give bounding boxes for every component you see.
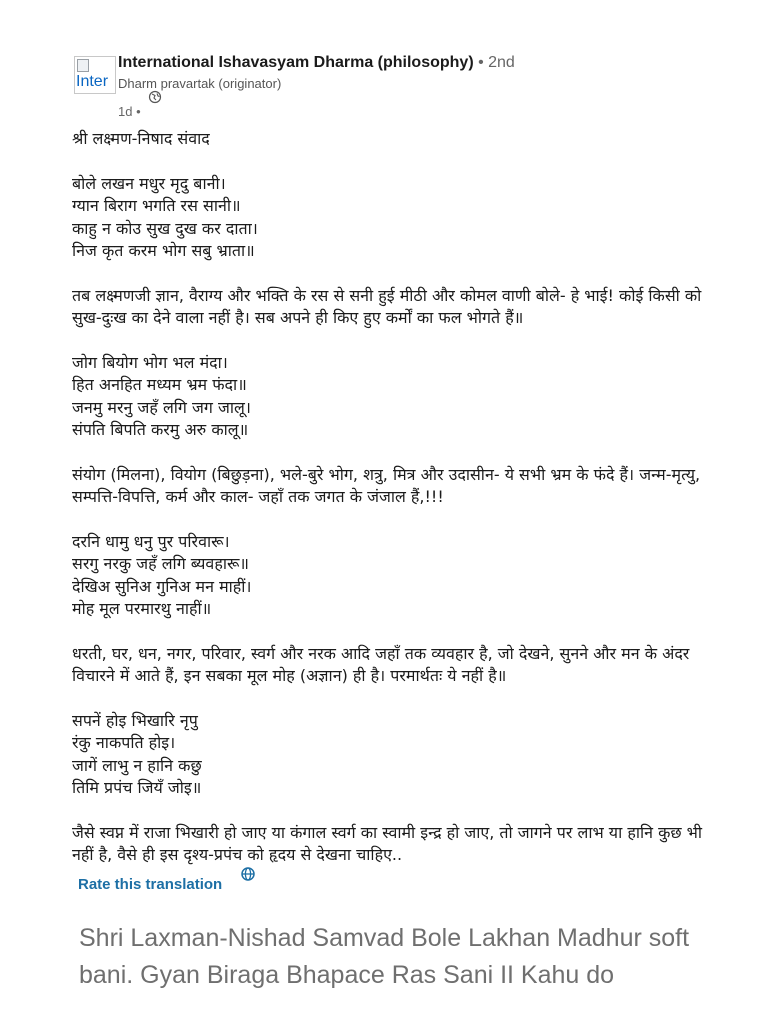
author-line[interactable] <box>118 54 515 72</box>
avatar-alt-text: Inter <box>76 73 109 90</box>
rate-translation-link[interactable]: Rate this translation <box>78 876 223 893</box>
post-body <box>72 128 712 889</box>
post-paragraph: बोले लखन मधुर मृदु बानी। ग्यान बिराग भगति रस सानी॥ काहु न कोउ सुख दुख कर दाता। निज कृत करम भोग सबु भ्राता॥ <box>72 173 258 260</box>
post-header <box>72 52 752 122</box>
translated-text: Shri Laxman-Nishad Samvad Bole Lakhan Madhur soft bani. Gyan Biraga Bhapace Ras Sani II Kahu do <box>79 924 690 989</box>
post-paragraph: दरनि धामु धनु पुर परिवारू। सरगु नरकु जहँ लगि ब्यवहारू॥ देखिअ सुनिअ गुनिअ मन माहीं। मोह मूल परमारथु नाहीं॥ <box>72 531 252 618</box>
connection-degree: • 2nd <box>473 54 515 71</box>
post-paragraph: जैसे स्वप्न में राजा भिखारी हो जाए या कंगाल स्वर्ग का स्वामी इन्द्र हो जाए, तो जागने पर लाभ या हानि कुछ भी नहीं है, वैसे ही इस दृश्य-प्रपंच को हृदय से देखना चाहिए.. <box>72 822 703 864</box>
broken-image-icon <box>77 59 89 72</box>
post-paragraph: श्री लक्ष्मण-निषाद संवाद <box>72 129 210 148</box>
post-paragraph: जोग बियोग भोग भल मंदा। हित अनहित मध्यम भ्रम फंदा॥ जनमु मरनु जहँ लगि जग जालू। संपति बिपति करमु अरु कालू॥ <box>72 352 251 439</box>
post-paragraph: सपनें होइ भिखारि नृपु रंकु नाकपति होइ। जागें लाभु न हानि कछु तिमि प्रपंच जियँ जोइ॥ <box>72 710 202 797</box>
globe-icon <box>240 866 256 882</box>
post-paragraph: धरती, घर, धन, नगर, परिवार, स्वर्ग और नरक आदि जहाँ तक व्यवहार है, जो देखने, सुनने और मन के अंदर विचारने में आते हैं, इन सबका मूल मोह (अज्ञान) ही है। परमार्थतः ये नहीं है॥ <box>72 643 690 685</box>
author-subtitle: Dharm pravartak (originator) <box>118 76 282 91</box>
author-name[interactable]: International Ishavasyam Dharma (philosophy) <box>118 54 474 71</box>
post-paragraph: तब लक्ष्मणजी ज्ञान, वैराग्य और भक्ति के रस से सनी हुई मीठी और कोमल वाणी बोले- हे भाई! कोई किसी को सुख-दुःख का देने वाला नहीं है। सब अपने ही किए हुए कर्मों का फल भोगते हैं॥ <box>72 285 702 327</box>
post-paragraph: संयोग (मिलना), वियोग (बिछुड़ना), भले-बुरे भोग, शत्रु, मित्र और उदासीन- ये सभी भ्रम के फंदे हैं। जन्म-मृत्यु, सम्पत्ति-विपत्ति, कर्म और काल- जहाँ तक जगत के जंजाल हैं,!!! <box>72 464 701 506</box>
globe-icon <box>148 90 162 104</box>
avatar[interactable] <box>74 56 116 94</box>
post-timestamp: 1d • <box>118 104 141 119</box>
